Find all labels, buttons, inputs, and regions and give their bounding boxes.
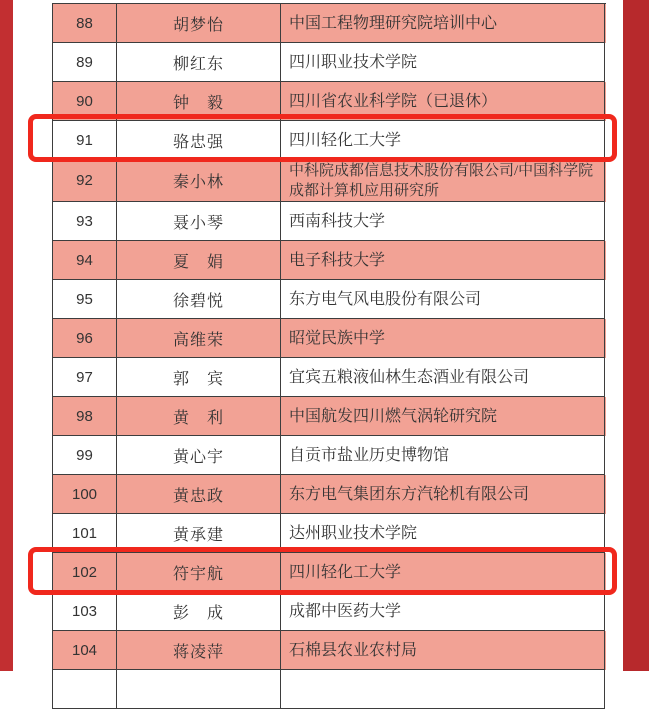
org-cell bbox=[281, 121, 605, 160]
org-cell-text: 四川轻化工大学 bbox=[289, 563, 402, 581]
name-cell-text: 高维荣 bbox=[172, 331, 224, 349]
rank-cell-text: 101 bbox=[71, 524, 98, 542]
rank-cell bbox=[53, 553, 117, 592]
rank-cell bbox=[53, 397, 117, 436]
name-cell bbox=[117, 514, 281, 553]
rank-cell-text: 88 bbox=[76, 14, 93, 32]
table-row bbox=[53, 202, 606, 241]
org-cell bbox=[281, 397, 605, 436]
table-row bbox=[53, 43, 606, 82]
table-row bbox=[53, 553, 606, 592]
table-row bbox=[53, 319, 606, 358]
org-cell-text: 成都中医药大学 bbox=[289, 602, 402, 620]
rank-cell bbox=[53, 670, 117, 709]
org-cell-text: 昭觉民族中学 bbox=[289, 329, 386, 347]
rank-cell-text: 94 bbox=[76, 251, 93, 269]
org-cell bbox=[281, 436, 605, 475]
org-cell-text: 四川职业技术学院 bbox=[289, 53, 418, 71]
name-cell bbox=[117, 670, 281, 709]
rank-cell bbox=[53, 475, 117, 514]
name-cell bbox=[117, 592, 281, 631]
org-cell bbox=[281, 82, 605, 121]
rank-cell-text: 92 bbox=[76, 172, 93, 189]
rank-cell bbox=[53, 592, 117, 631]
name-cell-text: 柳红东 bbox=[172, 55, 224, 73]
rank-cell bbox=[53, 121, 117, 160]
org-cell-text: 电子科技大学 bbox=[289, 251, 386, 269]
left-red-strip bbox=[0, 0, 13, 671]
name-cell-text: 黄承建 bbox=[172, 526, 224, 544]
rank-cell-text: 96 bbox=[76, 329, 93, 347]
rank-cell-text: 95 bbox=[76, 290, 93, 308]
rank-cell-text: 98 bbox=[76, 407, 93, 425]
name-cell bbox=[117, 43, 281, 82]
org-cell-text: 中科院成都信息技术股份有限公司/中国科学院成都计算机应用研究所 bbox=[289, 162, 594, 199]
org-cell bbox=[281, 241, 605, 280]
rank-cell bbox=[53, 280, 117, 319]
table-row bbox=[53, 280, 606, 319]
rank-cell bbox=[53, 358, 117, 397]
award-list-table bbox=[52, 3, 606, 709]
org-cell-text: 中国航发四川燃气涡轮研究院 bbox=[289, 407, 498, 425]
table-row bbox=[53, 592, 606, 631]
name-cell bbox=[117, 160, 281, 202]
table-row bbox=[53, 358, 606, 397]
org-cell bbox=[281, 358, 605, 397]
org-cell-text: 东方电气风电股份有限公司 bbox=[289, 290, 482, 308]
rank-cell bbox=[53, 514, 117, 553]
org-cell bbox=[281, 592, 605, 631]
name-cell bbox=[117, 202, 281, 241]
table-row bbox=[53, 121, 606, 160]
org-cell-text: 中国工程物理研究院培训中心 bbox=[289, 14, 498, 32]
name-cell-text: 钟 毅 bbox=[172, 94, 224, 112]
rank-cell bbox=[53, 241, 117, 280]
table-row bbox=[53, 475, 606, 514]
rank-cell-text: 93 bbox=[76, 212, 93, 230]
rank-cell-text: 104 bbox=[71, 641, 98, 659]
rank-cell bbox=[53, 436, 117, 475]
name-cell-text: 黄忠政 bbox=[172, 487, 224, 505]
org-cell bbox=[281, 514, 605, 553]
name-cell-text: 聂小琴 bbox=[172, 214, 224, 232]
rank-cell-text: 99 bbox=[76, 446, 93, 464]
org-cell-text: 东方电气集团东方汽轮机有限公司 bbox=[289, 485, 530, 503]
name-cell bbox=[117, 631, 281, 670]
rank-cell bbox=[53, 82, 117, 121]
name-cell bbox=[117, 553, 281, 592]
org-cell bbox=[281, 43, 605, 82]
name-cell bbox=[117, 397, 281, 436]
org-cell-text: 自贡市盐业历史博物馆 bbox=[289, 446, 450, 464]
org-cell bbox=[281, 4, 605, 43]
table-row bbox=[53, 397, 606, 436]
rank-cell bbox=[53, 160, 117, 202]
rank-cell bbox=[53, 319, 117, 358]
name-cell-text: 黄 利 bbox=[172, 409, 224, 427]
name-cell bbox=[117, 358, 281, 397]
org-cell bbox=[281, 670, 605, 709]
name-cell-text: 黄心宇 bbox=[172, 448, 224, 466]
name-cell bbox=[117, 241, 281, 280]
table-row bbox=[53, 82, 606, 121]
rank-cell-text: 103 bbox=[71, 602, 98, 620]
name-cell-text: 郭 宾 bbox=[172, 370, 224, 388]
org-cell bbox=[281, 475, 605, 514]
table-row bbox=[53, 241, 606, 280]
rank-cell bbox=[53, 4, 117, 43]
org-cell-text: 石棉县农业农村局 bbox=[289, 641, 418, 659]
rank-cell bbox=[53, 43, 117, 82]
rank-cell-text: 97 bbox=[76, 368, 93, 386]
name-cell bbox=[117, 319, 281, 358]
rank-cell-text: 102 bbox=[71, 563, 98, 581]
org-cell-text: 四川省农业科学院（已退休） bbox=[289, 92, 498, 110]
org-cell bbox=[281, 631, 605, 670]
rank-cell bbox=[53, 202, 117, 241]
rank-cell bbox=[53, 631, 117, 670]
org-cell bbox=[281, 280, 605, 319]
rank-cell-text: 100 bbox=[71, 485, 98, 503]
org-cell-text: 宜宾五粮液仙林生态酒业有限公司 bbox=[289, 368, 530, 386]
name-cell-text: 蒋凌萍 bbox=[172, 643, 224, 661]
table-row bbox=[53, 4, 606, 43]
name-cell bbox=[117, 4, 281, 43]
name-cell bbox=[117, 436, 281, 475]
name-cell-text: 彭 成 bbox=[172, 604, 224, 622]
org-cell bbox=[281, 202, 605, 241]
name-cell-text: 秦小林 bbox=[172, 174, 224, 191]
rank-cell-text: 90 bbox=[76, 92, 93, 110]
name-cell-text: 胡梦怡 bbox=[172, 16, 224, 34]
name-cell-text: 徐碧悦 bbox=[172, 292, 224, 310]
name-cell bbox=[117, 121, 281, 160]
org-cell-text: 四川轻化工大学 bbox=[289, 131, 402, 149]
table-row bbox=[53, 514, 606, 553]
right-red-strip bbox=[623, 0, 649, 671]
table-row bbox=[53, 670, 606, 709]
table-row bbox=[53, 160, 606, 202]
org-cell-text: 达州职业技术学院 bbox=[289, 524, 418, 542]
table-row bbox=[53, 436, 606, 475]
org-cell bbox=[281, 319, 605, 358]
org-cell bbox=[281, 160, 605, 202]
org-cell bbox=[281, 553, 605, 592]
name-cell-text: 符宇航 bbox=[172, 565, 224, 583]
name-cell-text: 骆忠强 bbox=[172, 133, 224, 151]
rank-cell-text: 91 bbox=[76, 131, 93, 149]
rank-cell-text: 89 bbox=[76, 53, 93, 71]
org-cell-text: 西南科技大学 bbox=[289, 212, 386, 230]
name-cell-text: 夏 娟 bbox=[172, 253, 224, 271]
name-cell bbox=[117, 280, 281, 319]
name-cell bbox=[117, 82, 281, 121]
name-cell bbox=[117, 475, 281, 514]
table-row bbox=[53, 631, 606, 670]
